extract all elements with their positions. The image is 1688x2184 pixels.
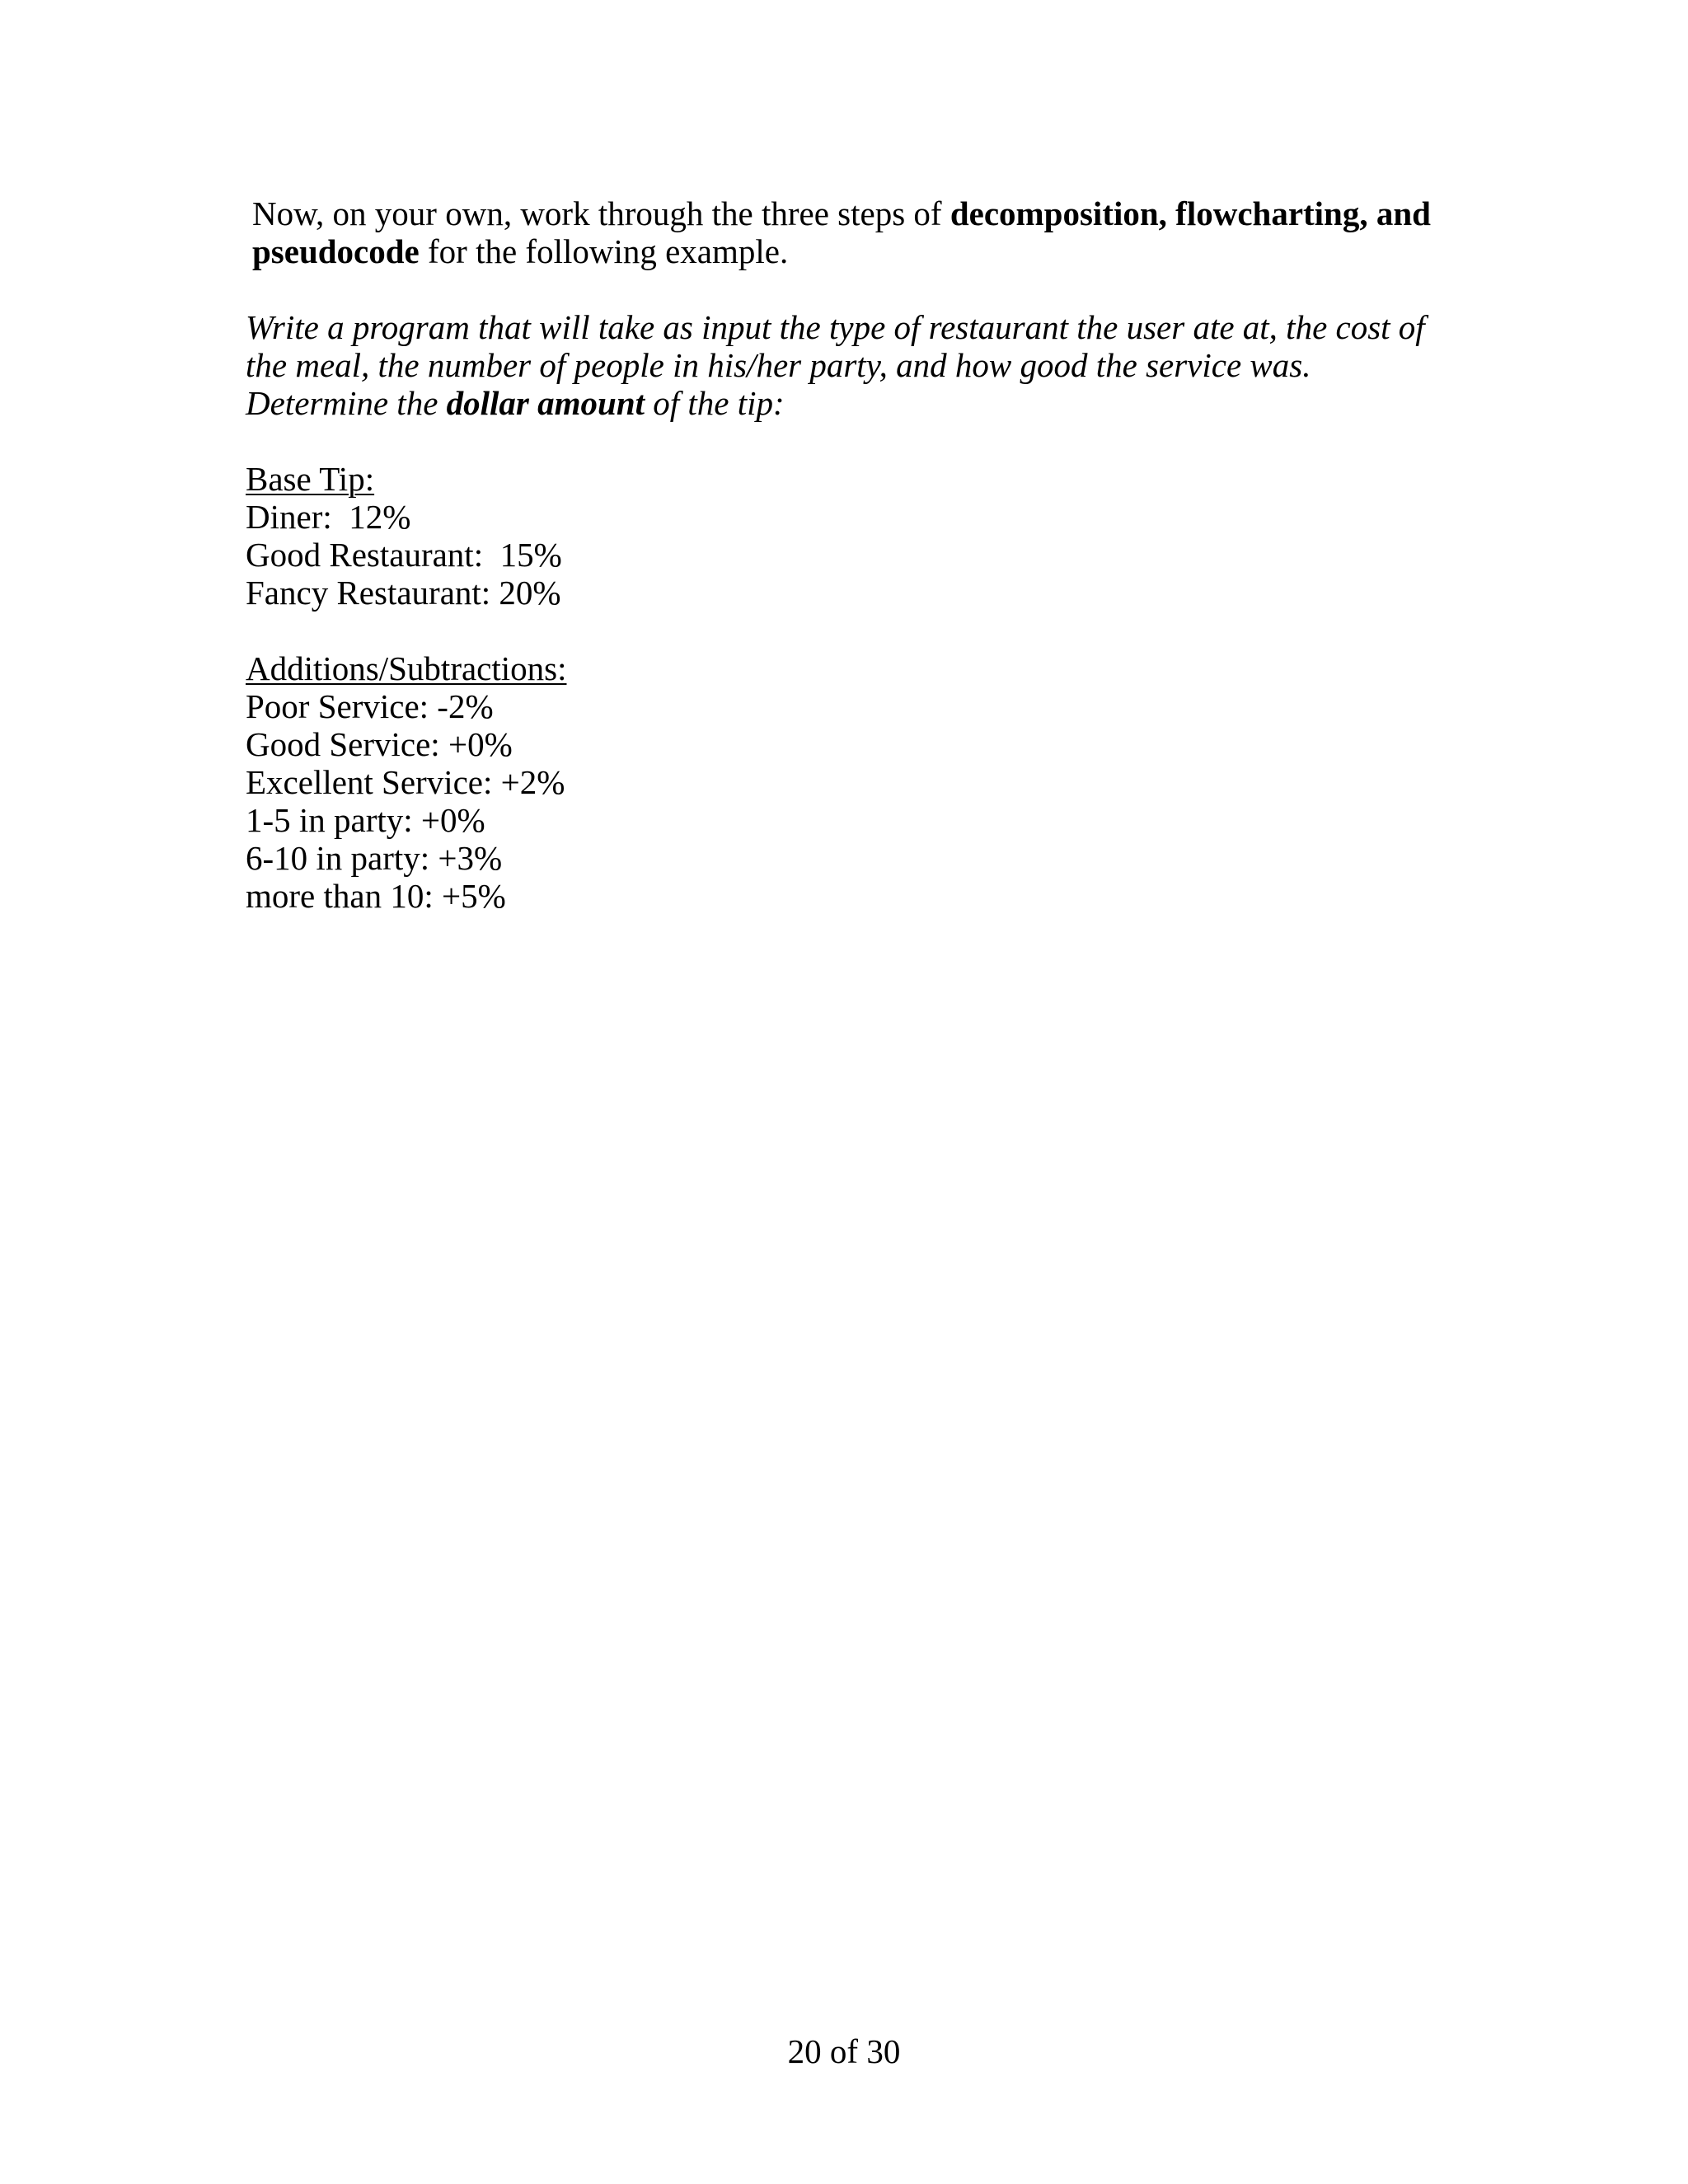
adjustment-item: Poor Service: -2% xyxy=(246,687,494,725)
base-tip-heading: Base Tip: xyxy=(246,460,375,498)
adjustments-heading: Additions/Subtractions: xyxy=(246,649,567,687)
base-tip-item: Good Restaurant: 15% xyxy=(246,536,562,574)
page-content xyxy=(246,194,1449,915)
adjustment-item: Excellent Service: +2% xyxy=(246,763,565,801)
page-number: 20 of 30 xyxy=(787,2032,901,2070)
adjustment-item: 6-10 in party: +3% xyxy=(246,839,503,877)
problem-bold-term: dollar amount xyxy=(446,384,645,422)
intro-bold-terms: decomposition, flowcharting, and pseudocode xyxy=(252,194,1431,270)
adjustment-item: 1-5 in party: +0% xyxy=(246,801,485,839)
intro-text-before: Now, on your own, work through the three steps of xyxy=(252,194,950,232)
base-tip-section xyxy=(246,460,1449,612)
adjustment-item: more than 10: +5% xyxy=(246,877,506,915)
problem-statement xyxy=(246,308,1449,422)
base-tip-item: Fancy Restaurant: 20% xyxy=(246,574,561,612)
adjustments-section xyxy=(246,649,1449,915)
base-tip-item: Diner: 12% xyxy=(246,498,411,536)
intro-paragraph xyxy=(246,194,1449,270)
problem-text-after: of the tip: xyxy=(645,384,785,422)
problem-text-before: Write a program that will take as input the type of restaurant the user ate at, the cost of the meal, the number of people in his/her party, and how good the service was. Determine the xyxy=(246,308,1425,422)
intro-text-after: for the following example. xyxy=(419,232,789,270)
adjustment-item: Good Service: +0% xyxy=(246,725,513,763)
